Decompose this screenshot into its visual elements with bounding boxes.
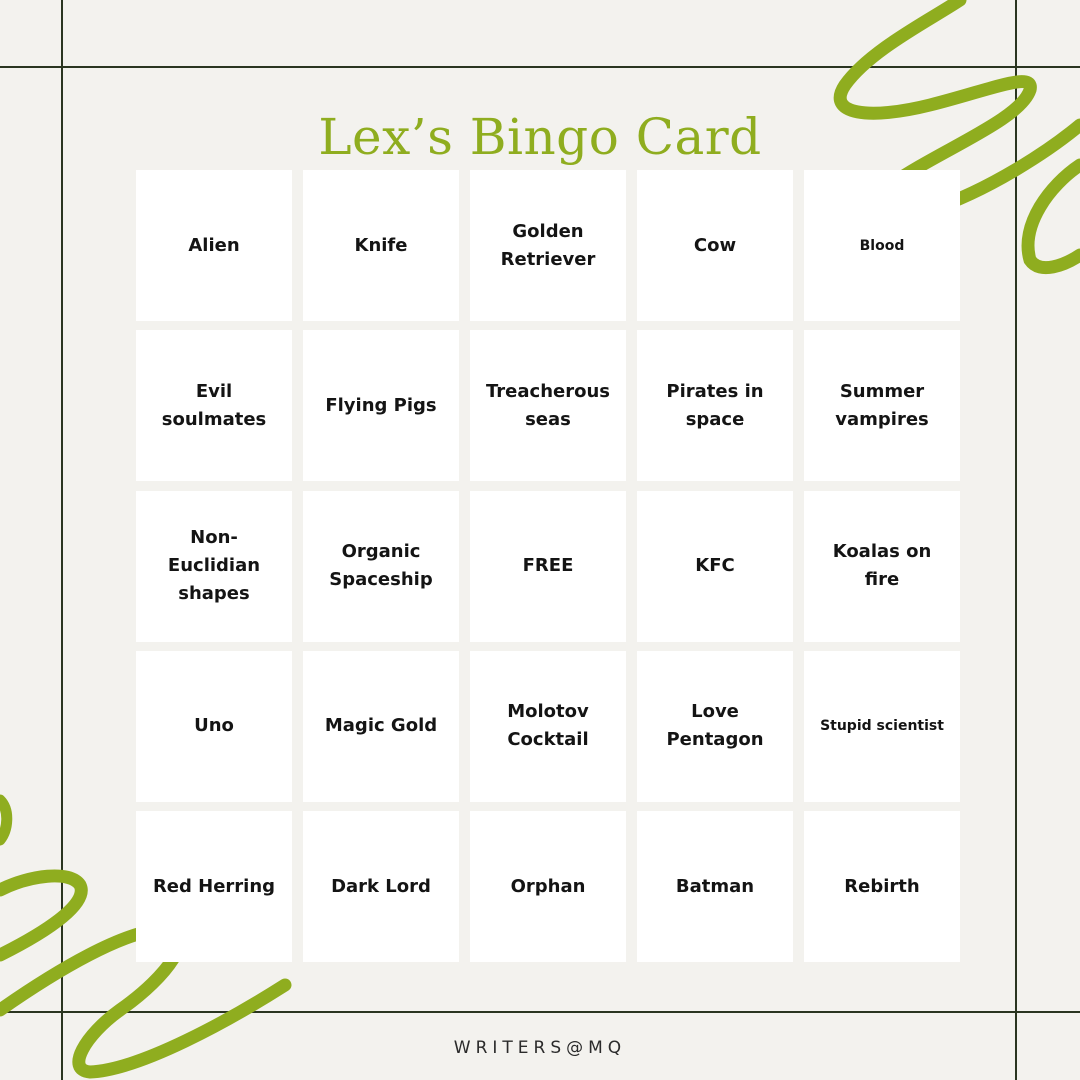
bingo-cell-label: Flying Pigs <box>325 394 437 416</box>
bingo-cell[interactable] <box>637 651 793 802</box>
bingo-cell[interactable] <box>303 170 459 321</box>
bingo-cell-label: Red Herring <box>152 875 276 897</box>
bingo-cell-label: Koalas on fire <box>832 541 932 590</box>
bingo-cell-label: Love Pentagon <box>666 701 764 751</box>
bingo-cell-label: Knife <box>354 234 408 256</box>
bingo-cell-label: Non-Euclidian shapes <box>167 527 261 604</box>
bingo-cell[interactable] <box>470 330 626 481</box>
bingo-cell-label: Pirates in space <box>666 380 764 430</box>
bingo-cell-label: Organic Spaceship <box>329 541 433 590</box>
bingo-cell-label: Orphan <box>510 875 586 897</box>
bingo-cell[interactable] <box>470 170 626 321</box>
frame-line-bottom <box>0 1011 1080 1013</box>
bingo-cell-label: FREE <box>522 555 574 576</box>
bingo-cell[interactable] <box>136 170 292 321</box>
bingo-cell-label: Uno <box>194 715 234 737</box>
bingo-cell-label: Blood <box>859 237 905 254</box>
bingo-cell[interactable] <box>303 491 459 642</box>
bingo-cell[interactable] <box>136 330 292 481</box>
bingo-cell[interactable] <box>804 170 960 321</box>
bingo-cell[interactable] <box>470 651 626 802</box>
bingo-cell-label: KFC <box>695 555 735 576</box>
bingo-grid <box>136 170 960 962</box>
frame-line-top <box>0 66 1080 68</box>
bingo-cell[interactable] <box>470 811 626 962</box>
bingo-cell-label: Evil soulmates <box>161 380 267 430</box>
bingo-cell-label: Molotov Cocktail <box>507 701 589 751</box>
bingo-cell[interactable] <box>303 811 459 962</box>
bingo-cell-label: Treacherous seas <box>486 380 610 430</box>
bingo-cell[interactable] <box>136 491 292 642</box>
bingo-cell[interactable] <box>136 811 292 962</box>
bingo-cell-label: Alien <box>188 234 240 256</box>
bingo-cell[interactable] <box>804 651 960 802</box>
bingo-cell[interactable] <box>804 330 960 481</box>
bingo-cell-label: Batman <box>675 875 755 897</box>
bingo-cell[interactable] <box>637 330 793 481</box>
bingo-cell-label: Summer vampires <box>835 380 929 430</box>
page-title: Lex’s Bingo Card <box>318 108 762 166</box>
bingo-cell-label: Rebirth <box>844 875 920 897</box>
bingo-cell[interactable] <box>136 651 292 802</box>
bingo-cell[interactable] <box>637 811 793 962</box>
bingo-cell-label: Cow <box>693 234 737 256</box>
bingo-cell[interactable] <box>303 330 459 481</box>
bingo-cell[interactable] <box>804 811 960 962</box>
brand-wordmark: WRITERS@MQ <box>453 1038 627 1058</box>
bingo-cell[interactable] <box>804 491 960 642</box>
bingo-cell-label: Stupid scientist <box>820 718 944 735</box>
bingo-cell[interactable] <box>637 491 793 642</box>
bingo-cell[interactable] <box>303 651 459 802</box>
bingo-cell-free[interactable] <box>470 491 626 642</box>
bingo-cell-label: Dark Lord <box>331 875 431 897</box>
bingo-cell-label: Magic Gold <box>324 715 438 737</box>
bingo-cell-label: Golden Retriever <box>500 220 596 270</box>
bingo-cell[interactable] <box>637 170 793 321</box>
